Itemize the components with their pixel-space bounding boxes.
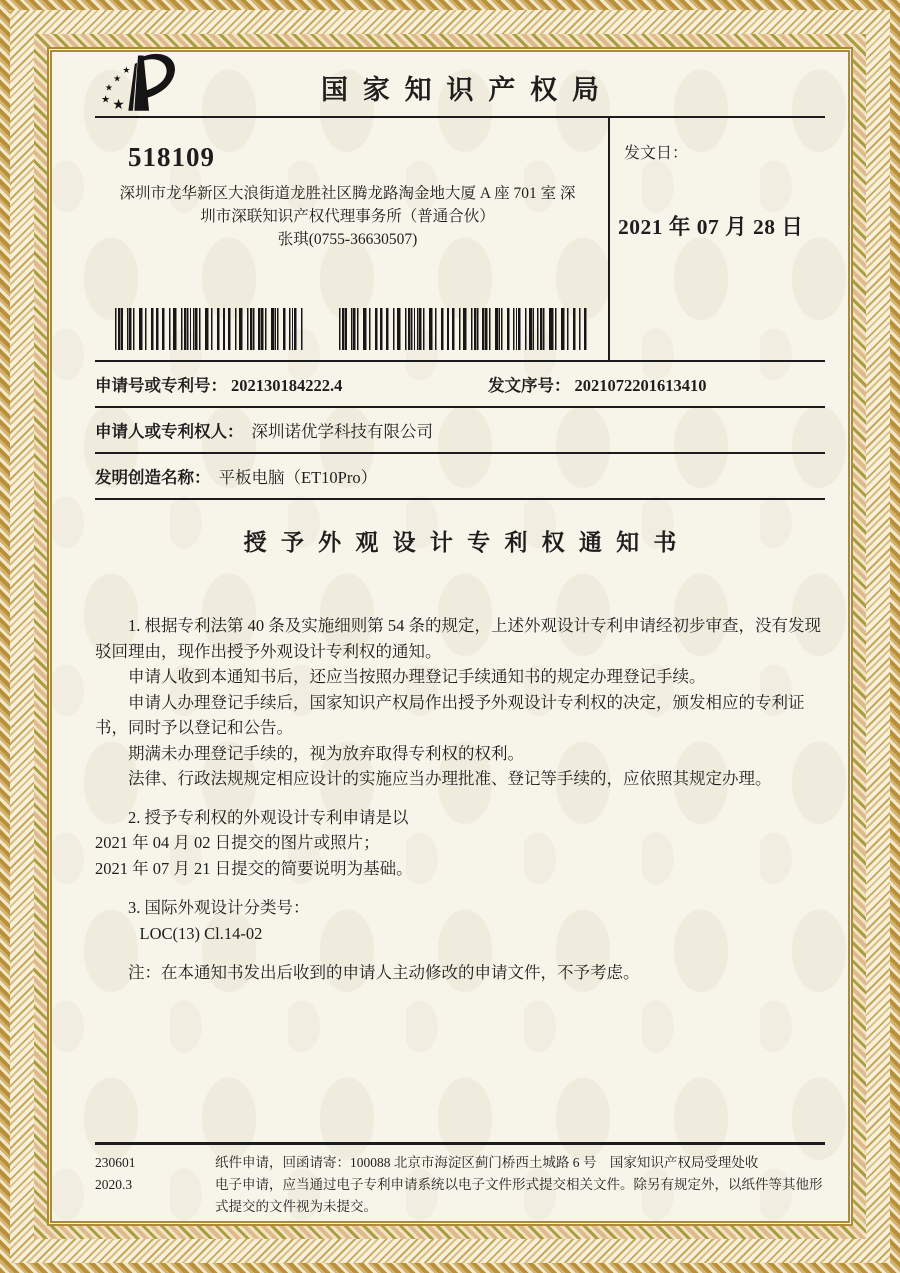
footer-electronic-instruction: 电子申请，应当通过电子专利申请系统以电子文件形式提交相关文件。除另有规定外，以纸件等其他形式提交的文件视为未提交。 <box>215 1177 823 1214</box>
paragraph-7: 2021 年 04 月 02 日提交的图片或照片； <box>95 833 380 852</box>
footer-row-electronic <box>95 1174 825 1218</box>
notice-title: 授予外观设计专利权通知书 <box>243 529 691 555</box>
field-row-numbers <box>95 362 825 408</box>
barcode-application-number <box>115 308 305 350</box>
contact-person: 张琪(0755-36630507) <box>277 231 418 248</box>
document-header <box>95 58 825 118</box>
notice-body <box>95 613 825 986</box>
footer-form-code: 230601 <box>95 1155 136 1170</box>
applicant-value: 深圳诺优学科技有限公司 <box>251 422 433 441</box>
svg-text:★: ★ <box>113 73 122 84</box>
applicant-label: 申请人或专利权人： <box>95 422 244 441</box>
barcode-row <box>115 308 587 350</box>
paragraph-spacer <box>95 881 825 895</box>
paragraph-5: 法律、行政法规规定相应设计的实施应当办理批准、登记等手续的，应依照其规定办理。 <box>128 769 772 788</box>
application-number-value: 202130184222.4 <box>231 376 343 395</box>
application-number-group <box>95 372 488 396</box>
address-line-1: 深圳市龙华新区大浪街道龙胜社区腾龙路淘金地大厦 A 座 701 室 深 <box>119 185 576 202</box>
serial-number-label: 发文序号： <box>488 376 571 395</box>
paragraph-3: 申请人办理登记手续后，国家知识产权局作出授予外观设计专利权的决定，颁发相应的专利证书，同时予以登记和公告。 <box>95 692 805 737</box>
address-line-2: 圳市深联知识产权代理事务所（普通合伙） <box>200 208 495 225</box>
svg-text:★: ★ <box>122 65 131 76</box>
footer-paper-instruction: 纸件申请，回函请寄：100088 北京市海淀区蓟门桥西土城路 6 号 国家知识产权局受理处收 <box>215 1155 759 1170</box>
serial-number-group <box>488 372 707 396</box>
dispatch-right-cell <box>610 118 825 360</box>
field-row-applicant <box>95 408 825 454</box>
invention-name-label: 发明创造名称： <box>95 468 211 487</box>
application-number-label: 申请号或专利号： <box>95 376 227 395</box>
issue-date-label: 发文日： <box>624 145 689 162</box>
paragraph-10-loc-class: LOC(13) Cl.14-02 <box>139 923 263 943</box>
barcode-serial-number <box>339 308 587 350</box>
ornamental-border-floral <box>34 34 866 1239</box>
office-name: 国家知识产权局 <box>320 74 614 105</box>
dispatch-left-cell <box>95 118 610 360</box>
svg-text:★: ★ <box>112 96 125 112</box>
footer-row-paper <box>95 1152 825 1174</box>
footer-version-code: 2020.3 <box>95 1177 133 1192</box>
svg-text:★: ★ <box>104 82 114 93</box>
paragraph-6: 2. 授予专利权的外观设计专利申请是以 <box>128 807 409 827</box>
recipient-address <box>95 182 608 251</box>
document-page <box>47 47 853 1226</box>
paragraph-spacer <box>95 946 825 960</box>
serial-number-value: 2021072201613410 <box>574 376 707 395</box>
document-content <box>52 58 848 986</box>
paragraph-4: 期满未办理登记手续的，视为放弃取得专利权的权利。 <box>128 743 524 763</box>
svg-text:★: ★ <box>101 94 111 106</box>
paragraph-8: 2021 年 07 月 21 日提交的简要说明为基础。 <box>95 858 413 878</box>
paragraph-1: 1. 根据专利法第 40 条及实施细则第 54 条的规定，上述外观设计专利申请经初步审查，没有发现驳回理由，现作出授予外观设计专利权的通知。 <box>95 616 821 661</box>
dispatch-doc-number: 518109 <box>128 142 215 172</box>
paragraph-11-note: 注：在本通知书发出后收到的申请人主动修改的申请文件，不予考虑。 <box>128 963 640 982</box>
paragraph-spacer <box>95 792 825 805</box>
document-footer <box>95 1142 825 1218</box>
invention-name-value: 平板电脑（ET10Pro） <box>218 468 378 487</box>
ornamental-border-middle <box>10 10 890 1263</box>
field-row-invention <box>95 454 825 500</box>
cnipa-logo-icon <box>95 50 181 120</box>
paragraph-2: 申请人收到本通知书后，还应当按照办理登记手续通知书的规定办理登记手续。 <box>128 667 706 686</box>
dispatch-info-box <box>95 118 825 362</box>
issue-date-value: 2021 年 07 月 28 日 <box>618 215 804 239</box>
paragraph-9: 3. 国际外观设计分类号： <box>128 898 310 917</box>
